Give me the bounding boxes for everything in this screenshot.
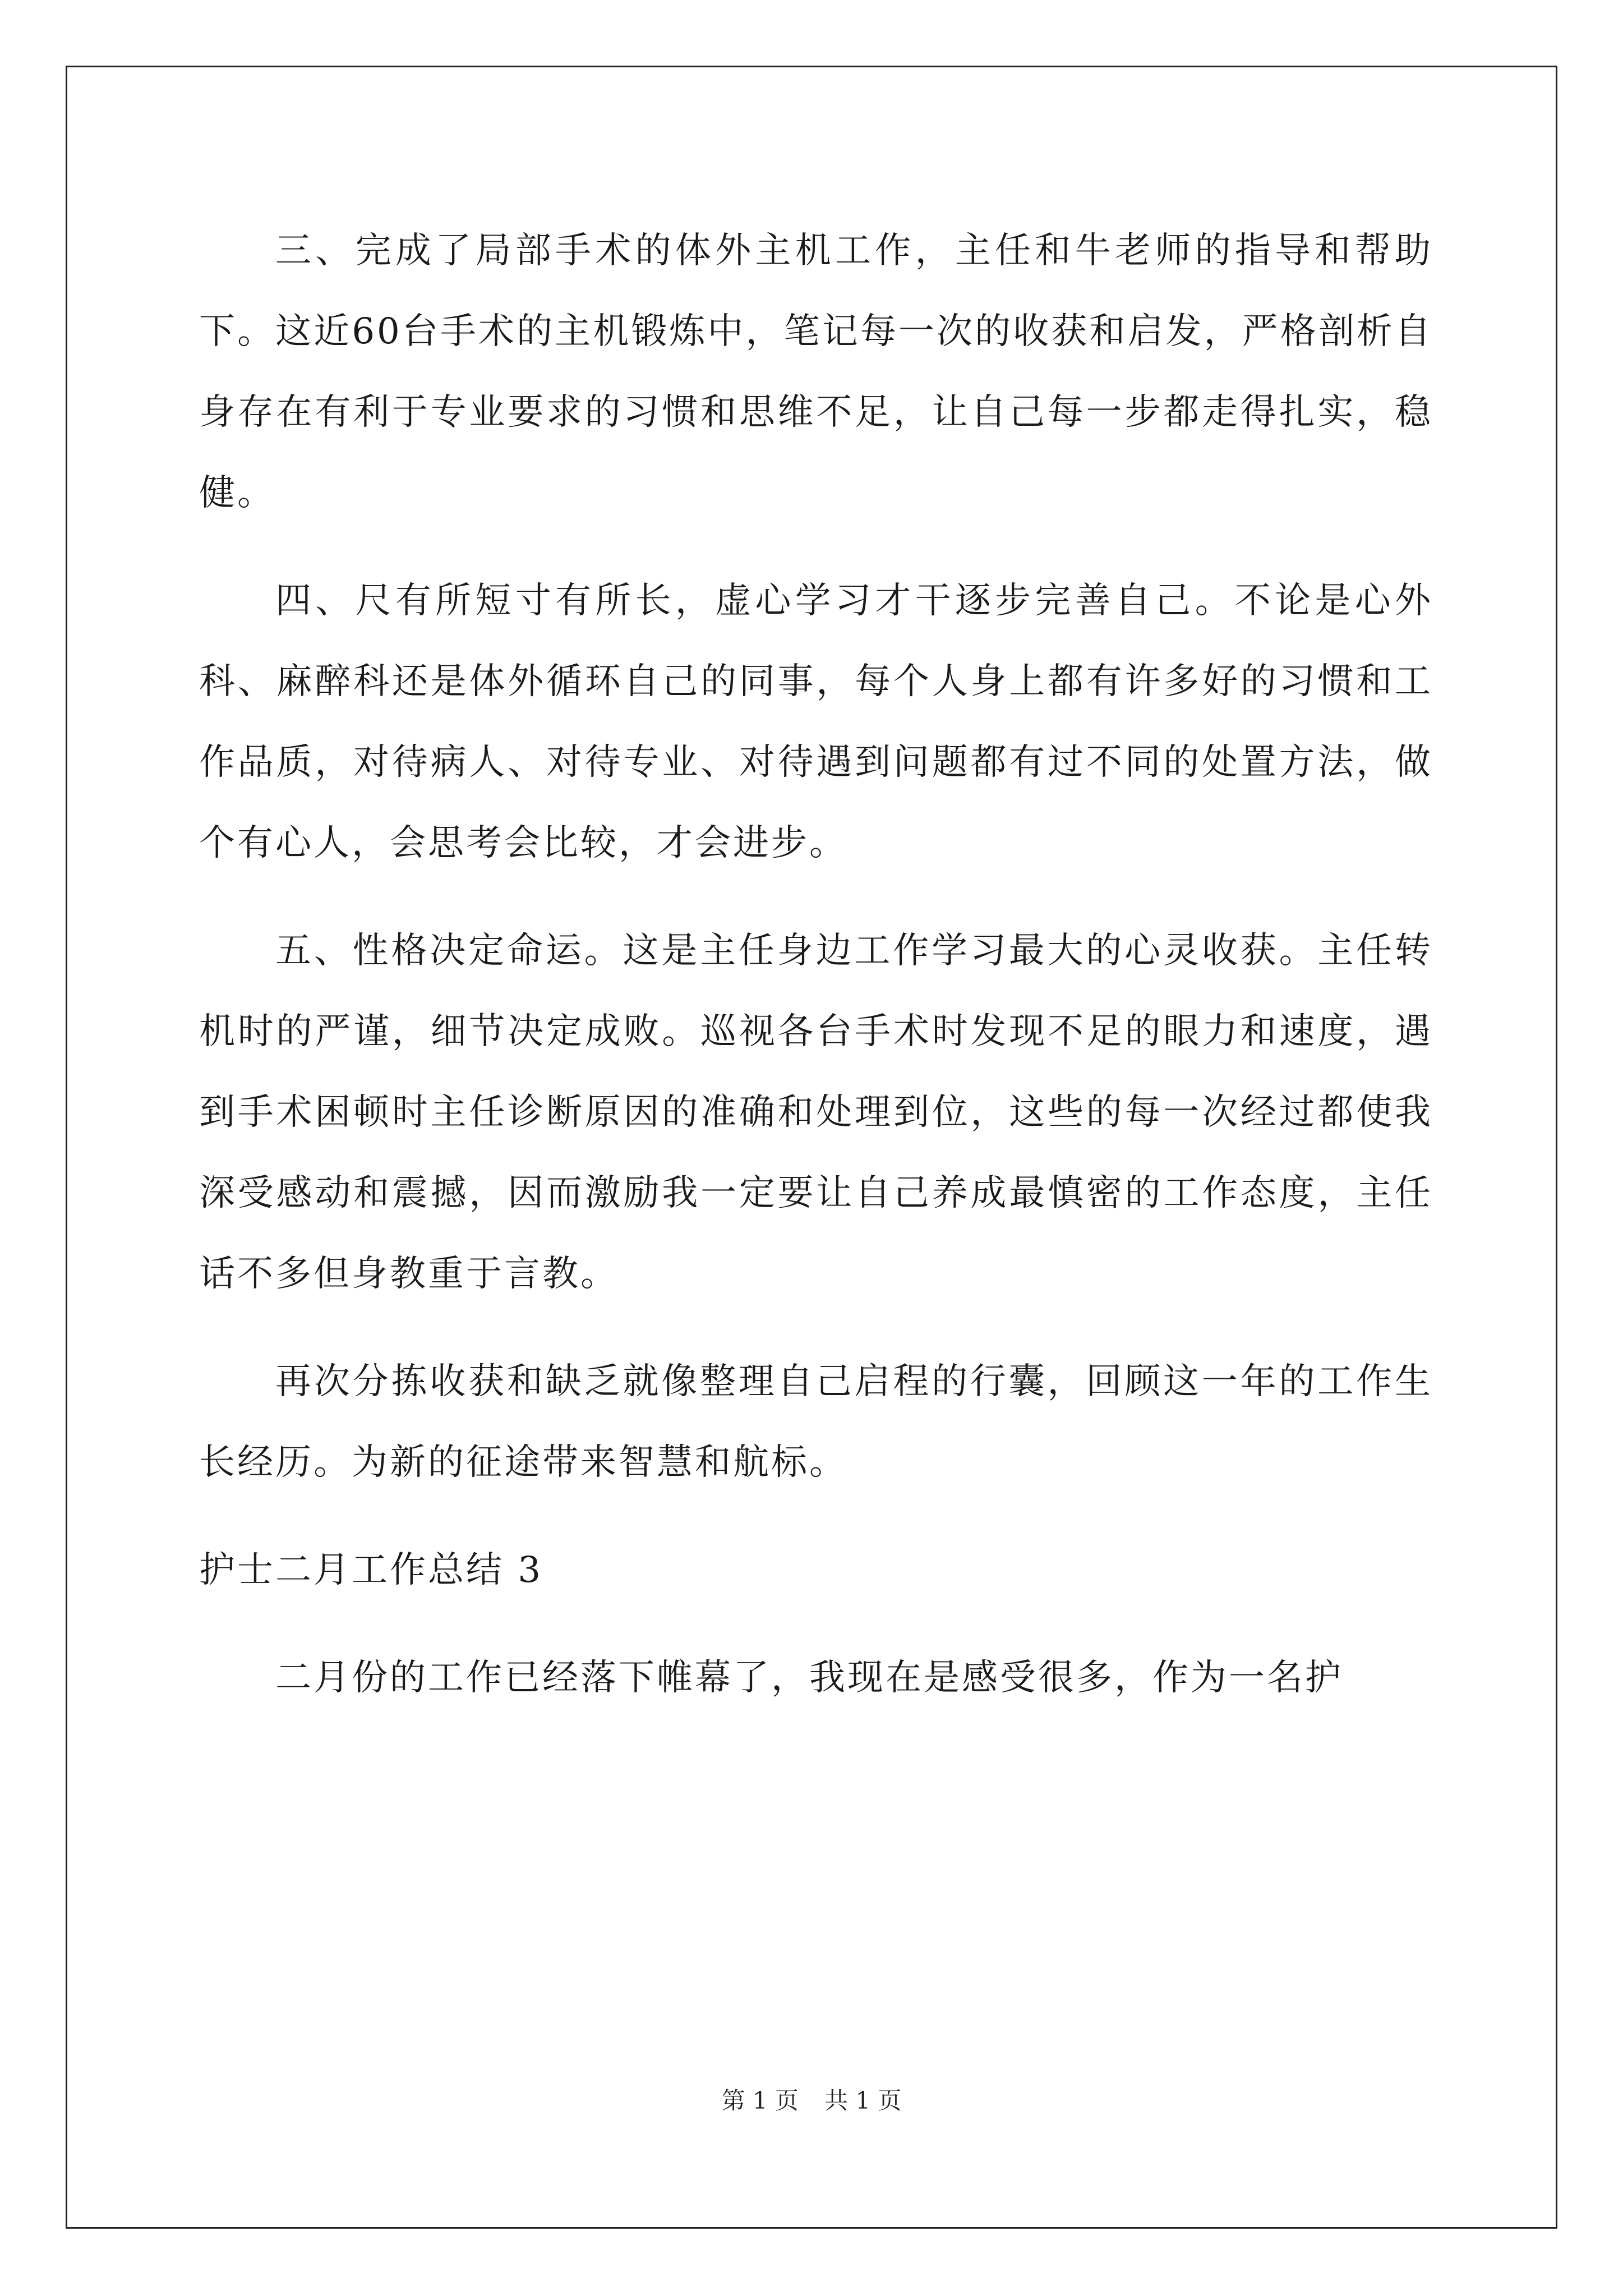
page-number: 第 1 页 <box>721 2087 799 2114</box>
paragraph-summary: 再次分拣收获和缺乏就像整理自己启程的行囊，回顾这一年的工作生长经历。为新的征途带来智慧和航标。 <box>199 1361 1433 1483</box>
page-total: 共 1 页 <box>824 2087 902 2114</box>
section-title: 护士二月工作总结 3 <box>199 1549 543 1591</box>
paragraph-three: 三、完成了局部手术的体外主机工作，主任和牛老师的指导和帮助下。这近60台手术的主机锻炼中，笔记每一次的收获和启发，严格剖析自身存在有利于专业要求的习惯和思维不足，让自己每一步都走得扎实，稳健。 <box>199 230 1433 514</box>
document-body <box>199 210 1433 1745</box>
page-footer <box>0 2084 1623 2118</box>
paragraph-february: 二月份的工作已经落下帷幕了，我现在是感受很多，作为一名护 <box>275 1657 1343 1699</box>
paragraph-four: 四、尺有所短寸有所长，虚心学习才干逐步完善自己。不论是心外科、麻醉科还是体外循环自己的同事，每个人身上都有许多好的习惯和工作品质，对待病人、对待专业、对待遇到问题都有过不同的处置方法，做个有心人，会思考会比较，才会进步。 <box>199 580 1433 864</box>
paragraph-five: 五、性格决定命运。这是主任身边工作学习最大的心灵收获。主任转机时的严谨，细节决定成败。巡视各台手术时发现不足的眼力和速度，遇到手术困顿时主任诊断原因的准确和处理到位，这些的每一次经过都使我深受感动和震撼，因而激励我一定要让自己养成最慎密的工作态度，主任话不多但身教重于言教。 <box>199 930 1433 1295</box>
